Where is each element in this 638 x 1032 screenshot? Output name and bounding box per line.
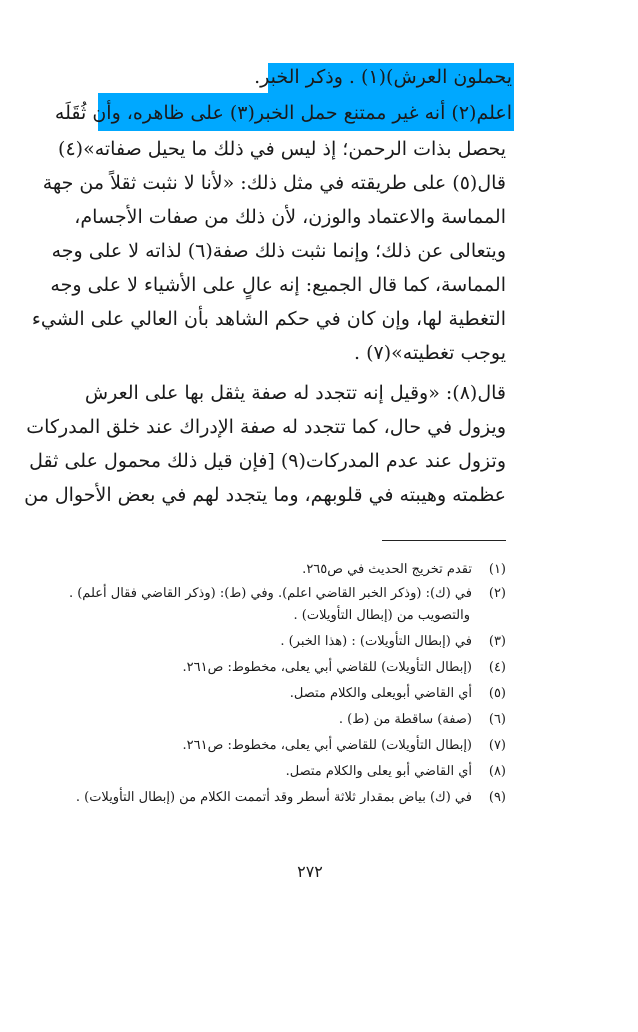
footnote [68, 584, 506, 604]
body-line: يحملون العرش)(١) . وذكر الخبر. [254, 66, 512, 88]
footnote-text: أي القاضي أبو يعلى والكلام متصل. [285, 764, 472, 779]
body-line: عظمته وهيبته في قلوبهم، وما يتجدد لهم في بعض الأحوال من [24, 484, 506, 506]
footnote-continuation [86, 606, 470, 626]
footnote [86, 736, 506, 756]
body-line: المماسة، كما قال الجميع: إنه عالٍ على الأشياء لا على وجه [50, 274, 506, 296]
footnote [86, 762, 506, 782]
footnote [86, 710, 506, 730]
footnote-text: (إبطال التأويلات) للقاضي أبي يعلى، مخطوط: ص٢٦١. [182, 738, 472, 753]
footnote [86, 658, 506, 678]
body-line: ويتعالى عن ذلك؛ وإنما نثبت ذلك صفة(٦) لذاته لا على وجه [51, 240, 506, 262]
page-number: ٢٧٢ [297, 862, 323, 881]
footnote-text: في (ك) بياض بمقدار ثلاثة أسطر وقد أتممت الكلام من (إبطال التأويلات) . [75, 790, 472, 805]
footnote-number: (٧) [488, 738, 506, 753]
footnote-text: أي القاضي أبويعلى والكلام متصل. [289, 686, 472, 701]
body-line: التغطية لها، وإن كان في حكم الشاهد بأن العالي على الشيء [31, 308, 506, 330]
footnote-number: (٩) [488, 790, 506, 805]
body-line: قال(٨): «وقيل إنه تتجدد له صفة يثقل بها على العرش [84, 382, 506, 404]
footnote-number: (٥) [488, 686, 506, 701]
footnote-number: (٤) [488, 660, 506, 675]
footnote-text: والتصويب من (إبطال التأويلات) . [293, 608, 470, 623]
body-line: اعلم(٢) أنه غير ممتنع حمل الخبر(٣) على ظاهره، وأن ثُقَلَه [54, 102, 512, 124]
footnote-text: تقدم تخريج الحديث في ص٢٦٥. [302, 562, 472, 577]
footnote-text: في (ك): (وذكر الخبر القاضي اعلم). وفي (ط): (وذكر القاضي فقال أعلم) . [68, 586, 472, 601]
footnote-number: (٣) [488, 634, 506, 649]
footnote [86, 560, 506, 580]
footnote [86, 684, 506, 704]
body-line: ويزول في حال، كما تتجدد له صفة الإدراك عند خلق المدركات [26, 416, 506, 438]
footnote-number: (٢) [488, 586, 506, 601]
body-line: المماسة والاعتماد والوزن، لأن ذلك من صفات الأجسام، [74, 206, 506, 228]
footnote-text: (صفة) ساقطة من (ط) . [338, 712, 472, 727]
body-line: يوجب تغطيته»(٧) . [354, 342, 506, 364]
footnote [75, 788, 506, 808]
footnote-number: (٦) [488, 712, 506, 727]
footnote-number: (١) [488, 562, 506, 577]
body-line: وتزول عند عدم المدركات(٩) [فإن قيل ذلك محمول على ثقل [29, 450, 506, 472]
body-line: قال(٥) على طريقته في مثل ذلك: «لأنا لا نثبت ثقلاً من جهة [42, 172, 506, 194]
footnote-text: في (إبطال التأويلات) : (هذا الخبر) . [280, 634, 472, 649]
body-line: يحصل بذات الرحمن؛ إذ ليس في ذلك ما يحيل صفاته»(٤) [58, 138, 506, 160]
footnote-number: (٨) [488, 764, 506, 779]
footnote-text: (إبطال التأويلات) للقاضي أبي يعلى، مخطوط: ص٢٦١. [182, 660, 472, 675]
footnote-separator [382, 540, 506, 541]
footnote [86, 632, 506, 652]
